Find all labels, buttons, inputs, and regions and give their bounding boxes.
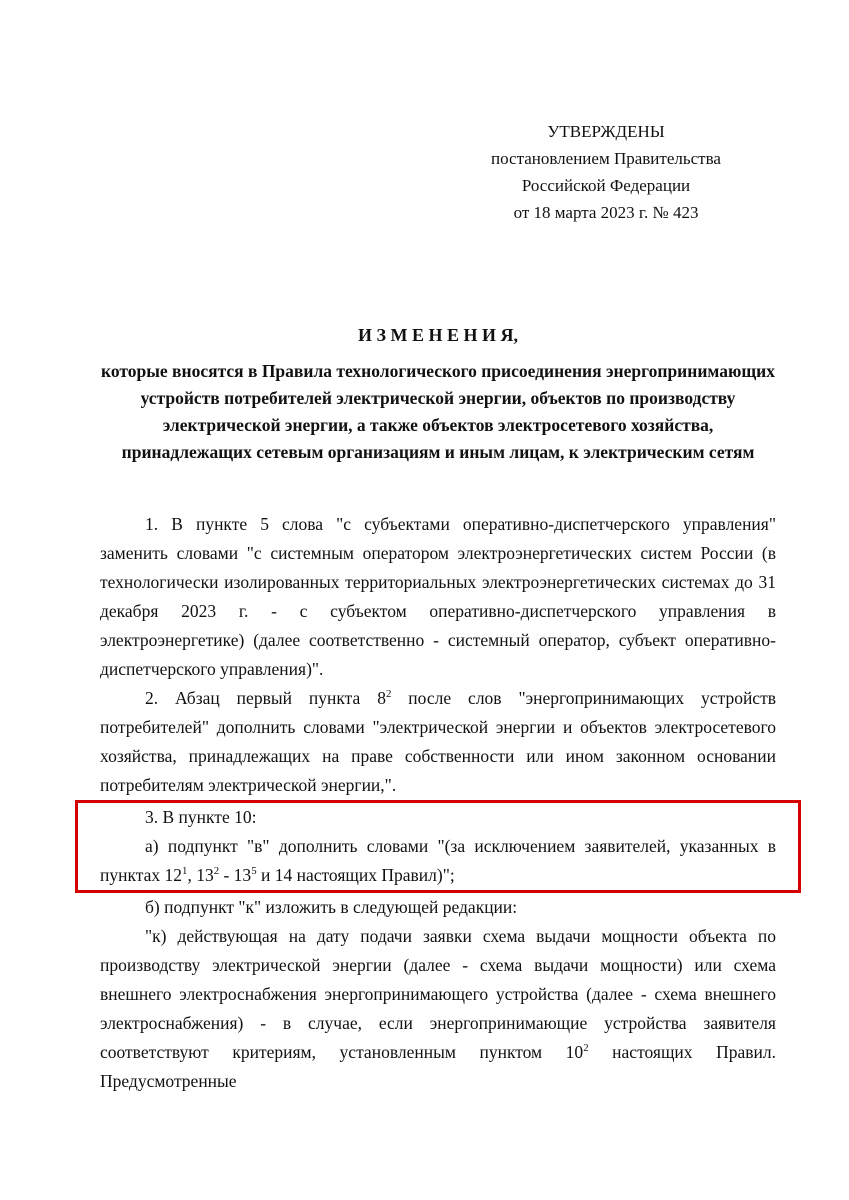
superscript: 5 bbox=[251, 865, 257, 878]
document-subtitle: которые вносятся в Правила технологического присоединения энергопринимающих устройств потребителей электрической энергии, объектов по производству электрической энергии, а также объектов электросетевого хозяйства, принадлежащих сетевым организациям и иным лицам, к электрическим сетям bbox=[101, 361, 775, 462]
text-segment: б) подпункт "к" изложить в следующей редакции: bbox=[145, 897, 518, 917]
approval-block bbox=[456, 118, 756, 226]
text-segment: , 13 bbox=[187, 865, 214, 885]
text-segment: 3. В пункте 10: bbox=[145, 807, 257, 827]
approval-line-4: от 18 марта 2023 г. № 423 bbox=[513, 203, 699, 222]
text-segment: - 13 bbox=[219, 865, 252, 885]
text-segment: после слов "энергопринимающих устройств потребителей" дополнить словами "электрической энергии и объектов электросетевого хозяйства, принадлежащих на праве собственности или ином законном основании потребителям электрической энергии,". bbox=[100, 688, 776, 795]
text-segment: 2. Абзац первый пункта 8 bbox=[145, 688, 386, 708]
paragraph bbox=[100, 684, 776, 800]
text-segment: "к) действующая на дату подачи заявки схема выдачи мощности объекта по производству электрической энергии (далее - схема выдачи мощности) или схема внешнего электроснабжения энергопринимающего устройства (далее - схема внешнего электроснабжения) - в случае, если энергопринимающие устройства заявителя соответствуют критериям, установленным пунктом 10 bbox=[100, 926, 776, 1062]
superscript: 2 bbox=[583, 1042, 589, 1055]
highlight-box bbox=[75, 800, 801, 893]
approval-line-2: постановлением Правительства bbox=[491, 149, 721, 168]
paragraph bbox=[100, 832, 776, 890]
paragraph bbox=[100, 803, 776, 832]
paragraph bbox=[100, 922, 776, 1096]
approval-line-3: Российской Федерации bbox=[521, 176, 691, 195]
text-segment: а) подпункт "в" дополнить словами "(за исключением заявителей, указанных в пунктах 12 bbox=[100, 836, 776, 885]
superscript: 1 bbox=[182, 865, 188, 878]
text-segment: 1. В пункте 5 слова "с субъектами оперативно-диспетчерского управления" заменить словами "с системным оператором электроэнергетических систем России (в технологически изолированных территориальных электроэнергетических системах до 31 декабря 2023 г. - с субъектом оперативно-диспетчерского управления в электроэнергетике) (далее соответственно - системный оператор, субъект оперативно-диспетчерского управления)". bbox=[100, 514, 776, 679]
paragraph bbox=[100, 510, 776, 684]
text-segment: настоящих Правил. Предусмотренные bbox=[100, 1042, 776, 1091]
superscript: 2 bbox=[213, 865, 220, 878]
document-body bbox=[100, 510, 776, 1096]
approval-line-1: УТВЕРЖДЕНЫ bbox=[547, 122, 665, 141]
superscript: 2 bbox=[385, 688, 392, 701]
paragraph bbox=[100, 893, 776, 922]
text-segment: и 14 настоящих Правил)"; bbox=[256, 865, 455, 885]
document-title: И З М Е Н Е Н И Я, bbox=[357, 325, 518, 345]
